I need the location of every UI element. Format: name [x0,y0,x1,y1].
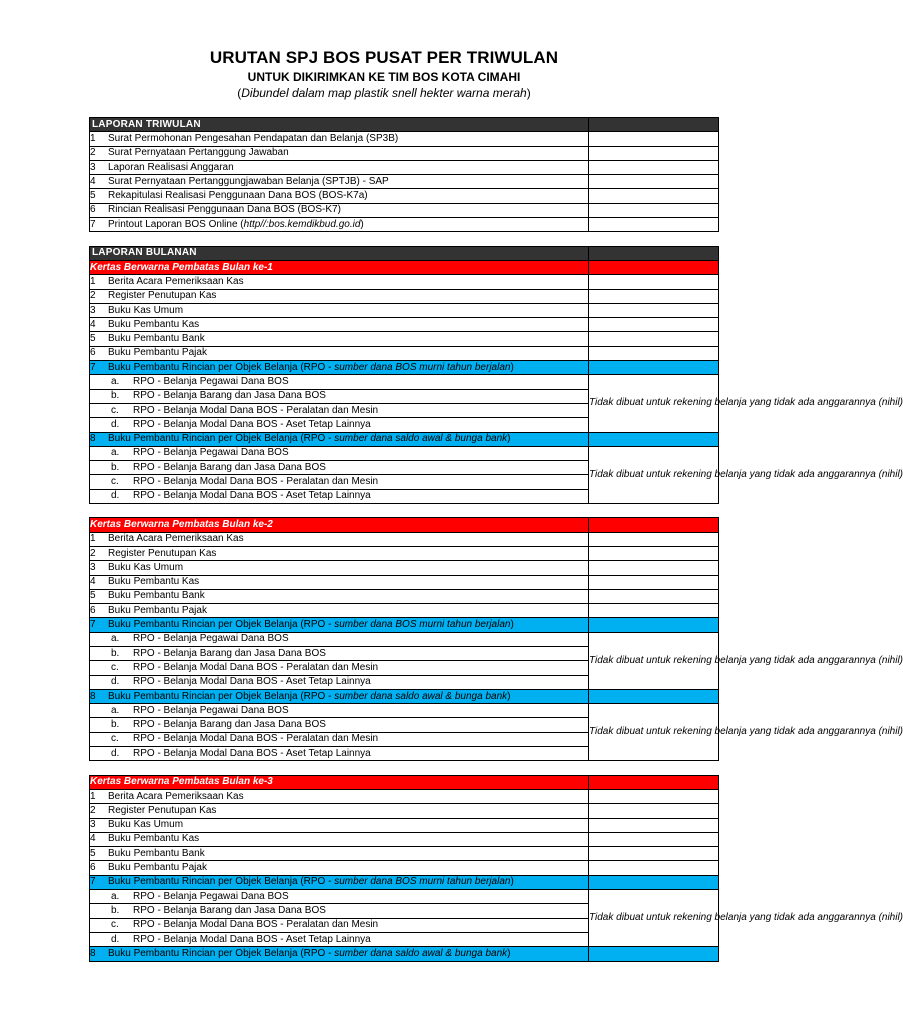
item-cell [90,532,589,546]
sub-item-letter: a. [111,375,120,387]
month-divider-cell [589,518,719,532]
monthly-item-row [90,604,719,618]
item-number: 7 [90,876,96,888]
item-text-close: ) [510,361,514,373]
item-text: Register Penutupan Kas [108,290,217,302]
sub-item-letter: d. [111,933,120,945]
item-cell [90,689,589,703]
check-cell [589,332,719,346]
item-number: 1 [90,132,96,144]
sub-item-cell [90,904,589,918]
monthly-item-row [90,804,719,818]
item-number: 8 [90,947,96,959]
check-cell [589,847,719,861]
item-number: 5 [90,190,96,202]
check-cell [589,947,719,961]
month-divider-row [90,260,719,274]
item-cell [90,203,589,217]
sub-item-cell [90,632,589,646]
checklist-table [89,117,903,962]
item-number: 6 [90,604,96,616]
sub-item-letter: c. [111,476,119,488]
sub-item-text: RPO - Belanja Modal Dana BOS - Peralatan dan Mesin [133,476,379,488]
sub-item-letter: d. [111,418,120,430]
check-cell [589,146,719,160]
sub-item-text: RPO - Belanja Pegawai Dana BOS [133,375,289,387]
item-cell [90,332,589,346]
monthly-item-row [90,532,719,546]
item-text: Buku Pembantu Rincian per Objek Belanja (RPO - [108,433,335,445]
sub-item-text: RPO - Belanja Modal Dana BOS - Peralatan dan Mesin [133,919,379,931]
triwulan-item-row [90,189,719,203]
sub-item-cell [90,489,589,503]
item-text-close: ) [510,876,514,888]
check-cell [589,346,719,360]
sub-item-cell [90,747,589,761]
monthly-item-row [90,847,719,861]
month-divider-cell [589,260,719,274]
sub-item-text: RPO - Belanja Barang dan Jasa Dana BOS [133,719,326,731]
rpo-murni-note: Tidak dibuat untuk rekening belanja yang tidak ada anggarannya (nihil) [589,632,719,689]
item-text: Buku Kas Umum [108,304,184,316]
item-text: Buku Kas Umum [108,819,184,831]
item-cell [90,361,589,375]
item-cell [90,618,589,632]
document-note-italic: Dibundel dalam map plastik snell hekter warna merah [241,86,527,100]
item-text: Buku Pembantu Rincian per Objek Belanja (RPO - [108,690,335,702]
spacer-cell [589,761,719,775]
sub-item-letter: b. [111,390,120,402]
document-title: URUTAN SPJ BOS PUSAT PER TRIWULAN [209,48,559,67]
month-divider-label: Kertas Berwarna Pembatas Bulan ke-3 [90,776,273,788]
item-text-close: ) [507,690,511,702]
item-text: Buku Pembantu Rincian per Objek Belanja (RPO - [108,619,335,631]
triwulan-item-row [90,132,719,146]
rpo-saldo-row [90,947,719,961]
check-cell [589,175,719,189]
item-text: Rincian Realisasi Penggunaan Dana BOS (BOS-K7) [108,204,341,216]
sub-item-letter: c. [111,919,119,931]
month-divider-row [90,775,719,789]
spacer-row [90,761,719,775]
item-text: Laporan Realisasi Anggaran [108,161,234,173]
monthly-item-row [90,589,719,603]
check-cell [589,203,719,217]
item-text: Buku Pembantu Bank [108,847,205,859]
sub-item-cell [90,718,589,732]
sub-item-row [90,890,719,904]
monthly-item-row [90,546,719,560]
item-text: Surat Pernyataan Pertanggung Jawaban [108,147,289,159]
check-cell [589,432,719,446]
item-number: 2 [90,290,96,302]
spacer-cell [90,504,589,518]
item-cell [90,861,589,875]
item-cell [90,218,589,232]
item-cell [90,818,589,832]
sub-item-letter: b. [111,647,120,659]
item-text-italic: sumber dana BOS murni tahun berjalan [334,619,511,631]
monthly-item-row [90,575,719,589]
month-divider-label: Kertas Berwarna Pembatas Bulan ke-1 [90,261,273,273]
item-cell [90,132,589,146]
item-text: Rekapitulasi Realisasi Penggunaan Dana BOS (BOS-K7a) [108,190,368,202]
check-cell [589,189,719,203]
item-cell [90,275,589,289]
monthly-item-row [90,861,719,875]
item-text-close: ) [507,433,511,445]
sub-item-letter: d. [111,676,120,688]
sub-item-letter: d. [111,747,120,759]
section-header-cell [90,246,589,260]
item-text: Buku Pembantu Pajak [108,347,207,359]
sub-item-text: RPO - Belanja Modal Dana BOS - Aset Tetap Lainnya [133,747,371,759]
item-number: 6 [90,204,96,216]
check-cell [589,361,719,375]
sub-item-cell [90,704,589,718]
monthly-item-row [90,346,719,360]
spacer-cell [90,761,589,775]
item-text-italic: http//:bos.kemdikbud.go.id [243,218,361,230]
check-cell [589,804,719,818]
rpo-murni-row [90,361,719,375]
sub-item-text: RPO - Belanja Modal Dana BOS - Aset Tetap Lainnya [133,933,371,945]
month-divider-label: Kertas Berwarna Pembatas Bulan ke-2 [90,518,273,530]
sub-item-letter: a. [111,890,120,902]
item-number: 7 [90,361,96,373]
item-cell [90,804,589,818]
check-cell [589,218,719,232]
check-cell [589,861,719,875]
item-cell [90,832,589,846]
rpo-saldo-note: Tidak dibuat untuk rekening belanja yang tidak ada anggarannya (nihil) [589,446,719,503]
check-cell [589,618,719,632]
sub-item-letter: c. [111,661,119,673]
item-text: Berita Acara Pemeriksaan Kas [108,533,244,545]
check-cell [589,303,719,317]
item-number: 1 [90,533,96,545]
check-cell [589,561,719,575]
monthly-item-row [90,318,719,332]
item-number: 7 [90,218,96,230]
document-note: (Dibundel dalam map plastik snell hekter warna merah) [237,86,531,100]
sub-item-row [90,375,719,389]
item-text: Buku Pembantu Kas [108,318,200,330]
sub-item-cell [90,475,589,489]
monthly-item-row [90,818,719,832]
item-cell [90,175,589,189]
triwulan-item-row [90,203,719,217]
check-cell [589,575,719,589]
item-cell [90,346,589,360]
month-divider-cell [589,775,719,789]
sub-item-row [90,446,719,460]
section-header-label: LAPORAN TRIWULAN [92,118,201,130]
section-header-triwulan [90,118,719,132]
month-divider-row [90,518,719,532]
month-divider-cell [90,260,589,274]
item-text-italic: sumber dana saldo awal & bunga bank [334,690,508,702]
rpo-murni-note: Tidak dibuat untuk rekening belanja yang tidak ada anggarannya (nihil) [589,890,719,947]
section-header-cell [589,118,719,132]
sub-item-text: RPO - Belanja Modal Dana BOS - Peralatan dan Mesin [133,404,379,416]
check-cell [589,604,719,618]
item-number: 6 [90,347,96,359]
item-text-close: ) [510,619,514,631]
sub-item-text: RPO - Belanja Pegawai Dana BOS [133,633,289,645]
triwulan-item-row [90,218,719,232]
sub-item-text: RPO - Belanja Modal Dana BOS - Aset Tetap Lainnya [133,676,371,688]
item-text: Berita Acara Pemeriksaan Kas [108,275,244,287]
sub-item-cell [90,403,589,417]
sub-item-text: RPO - Belanja Modal Dana BOS - Aset Tetap Lainnya [133,490,371,502]
sub-item-text: RPO - Belanja Barang dan Jasa Dana BOS [133,904,326,916]
item-cell [90,189,589,203]
month-divider-cell [90,518,589,532]
spacer-row [90,504,719,518]
sub-item-text: RPO - Belanja Modal Dana BOS - Peralatan dan Mesin [133,733,379,745]
rpo-saldo-row [90,689,719,703]
item-number: 7 [90,619,96,631]
item-text: Register Penutupan Kas [108,804,217,816]
item-text: Surat Permohonan Pengesahan Pendapatan dan Belanja (SP3B) [108,132,399,144]
section-header-label: LAPORAN BULANAN [92,247,197,259]
item-text: Buku Pembantu Pajak [108,862,207,874]
check-cell [589,289,719,303]
check-cell [589,318,719,332]
item-cell [90,875,589,889]
item-number: 2 [90,547,96,559]
item-text: Printout Laporan BOS Online ( [108,218,244,230]
sub-item-cell [90,418,589,432]
item-cell [90,561,589,575]
item-cell [90,575,589,589]
item-number: 4 [90,175,96,187]
sub-item-letter: b. [111,461,120,473]
sub-item-text: RPO - Belanja Barang dan Jasa Dana BOS [133,461,326,473]
month-divider-cell [90,775,589,789]
item-number: 5 [90,847,96,859]
item-cell [90,160,589,174]
check-cell [589,160,719,174]
item-number: 3 [90,561,96,573]
item-number: 4 [90,318,96,330]
check-cell [589,546,719,560]
rpo-saldo-row [90,432,719,446]
item-cell [90,432,589,446]
check-cell [589,589,719,603]
sub-item-cell [90,932,589,946]
monthly-item-row [90,303,719,317]
item-text-italic: sumber dana saldo awal & bunga bank [334,433,508,445]
sub-item-letter: d. [111,490,120,502]
spacer-cell [589,504,719,518]
sub-item-cell [90,375,589,389]
item-number: 1 [90,790,96,802]
item-cell [90,589,589,603]
check-cell [589,818,719,832]
check-cell [589,532,719,546]
sub-item-text: RPO - Belanja Modal Dana BOS - Peralatan dan Mesin [133,661,379,673]
monthly-item-row [90,275,719,289]
sub-item-letter: b. [111,904,120,916]
check-cell [589,275,719,289]
sub-item-text: RPO - Belanja Pegawai Dana BOS [133,704,289,716]
item-number: 5 [90,333,96,345]
item-number: 1 [90,275,96,287]
item-text: Buku Pembantu Rincian per Objek Belanja (RPO - [108,876,335,888]
check-cell [589,875,719,889]
item-text: Berita Acara Pemeriksaan Kas [108,790,244,802]
spacer-row [90,232,719,246]
sub-item-text: RPO - Belanja Pegawai Dana BOS [133,890,289,902]
sub-item-cell [90,646,589,660]
item-text: Buku Kas Umum [108,561,184,573]
triwulan-item-row [90,146,719,160]
sub-item-text: RPO - Belanja Barang dan Jasa Dana BOS [133,390,326,402]
item-text: Buku Pembantu Bank [108,333,205,345]
item-text: Register Penutupan Kas [108,547,217,559]
item-text-italic: sumber dana BOS murni tahun berjalan [334,361,511,373]
check-cell [589,789,719,803]
sub-item-letter: b. [111,719,120,731]
item-number: 3 [90,161,96,173]
item-text: Buku Pembantu Bank [108,590,205,602]
item-text: Surat Pernyataan Pertanggungjawaban Belanja (SPTJB) - SAP [108,175,389,187]
monthly-item-row [90,789,719,803]
sub-item-cell [90,732,589,746]
item-cell [90,789,589,803]
sub-item-text: RPO - Belanja Barang dan Jasa Dana BOS [133,647,326,659]
section-header-cell [90,118,589,132]
sub-item-row [90,632,719,646]
item-cell [90,289,589,303]
item-text: Buku Pembantu Kas [108,833,200,845]
rpo-murni-row [90,875,719,889]
rpo-murni-note: Tidak dibuat untuk rekening belanja yang tidak ada anggarannya (nihil) [589,375,719,432]
item-text: Buku Pembantu Rincian per Objek Belanja (RPO - [108,947,335,959]
sub-item-cell [90,918,589,932]
item-text: Buku Pembantu Rincian per Objek Belanja (RPO - [108,361,335,373]
check-cell [589,132,719,146]
item-number: 8 [90,690,96,702]
item-cell [90,318,589,332]
item-number: 4 [90,576,96,588]
sub-item-cell [90,461,589,475]
check-cell [589,689,719,703]
item-number: 4 [90,833,96,845]
spacer-cell [90,232,589,246]
item-number: 3 [90,304,96,316]
sub-item-row [90,704,719,718]
item-text-close: ) [360,218,364,230]
triwulan-item-row [90,160,719,174]
sub-item-letter: a. [111,633,120,645]
triwulan-item-row [90,175,719,189]
item-cell [90,546,589,560]
sub-item-letter: c. [111,404,119,416]
item-cell [90,947,589,961]
item-number: 2 [90,804,96,816]
sub-item-text: RPO - Belanja Pegawai Dana BOS [133,447,289,459]
sub-item-letter: a. [111,704,120,716]
spacer-cell [589,232,719,246]
item-cell [90,604,589,618]
item-text-close: ) [507,947,511,959]
sub-item-letter: a. [111,447,120,459]
monthly-item-row [90,289,719,303]
item-cell [90,303,589,317]
item-number: 5 [90,590,96,602]
item-number: 8 [90,433,96,445]
sub-item-cell [90,389,589,403]
item-text-italic: sumber dana BOS murni tahun berjalan [334,876,511,888]
item-number: 2 [90,147,96,159]
sub-item-text: RPO - Belanja Modal Dana BOS - Aset Tetap Lainnya [133,418,371,430]
item-cell [90,847,589,861]
section-header-cell [589,246,719,260]
item-number: 3 [90,819,96,831]
item-cell [90,146,589,160]
rpo-murni-row [90,618,719,632]
monthly-item-row [90,832,719,846]
monthly-item-row [90,332,719,346]
document-subtitle: UNTUK DIKIRIMKAN KE TIM BOS KOTA CIMAHI [247,70,521,84]
section-header-bulanan [90,246,719,260]
item-text-italic: sumber dana saldo awal & bunga bank [334,947,508,959]
sub-item-cell [90,446,589,460]
sub-item-cell [90,890,589,904]
sub-item-cell [90,661,589,675]
item-text: Buku Pembantu Kas [108,576,200,588]
item-number: 6 [90,862,96,874]
item-text: Buku Pembantu Pajak [108,604,207,616]
sub-item-letter: c. [111,733,119,745]
monthly-item-row [90,561,719,575]
sub-item-cell [90,675,589,689]
check-cell [589,832,719,846]
rpo-saldo-note: Tidak dibuat untuk rekening belanja yang tidak ada anggarannya (nihil) [589,704,719,761]
